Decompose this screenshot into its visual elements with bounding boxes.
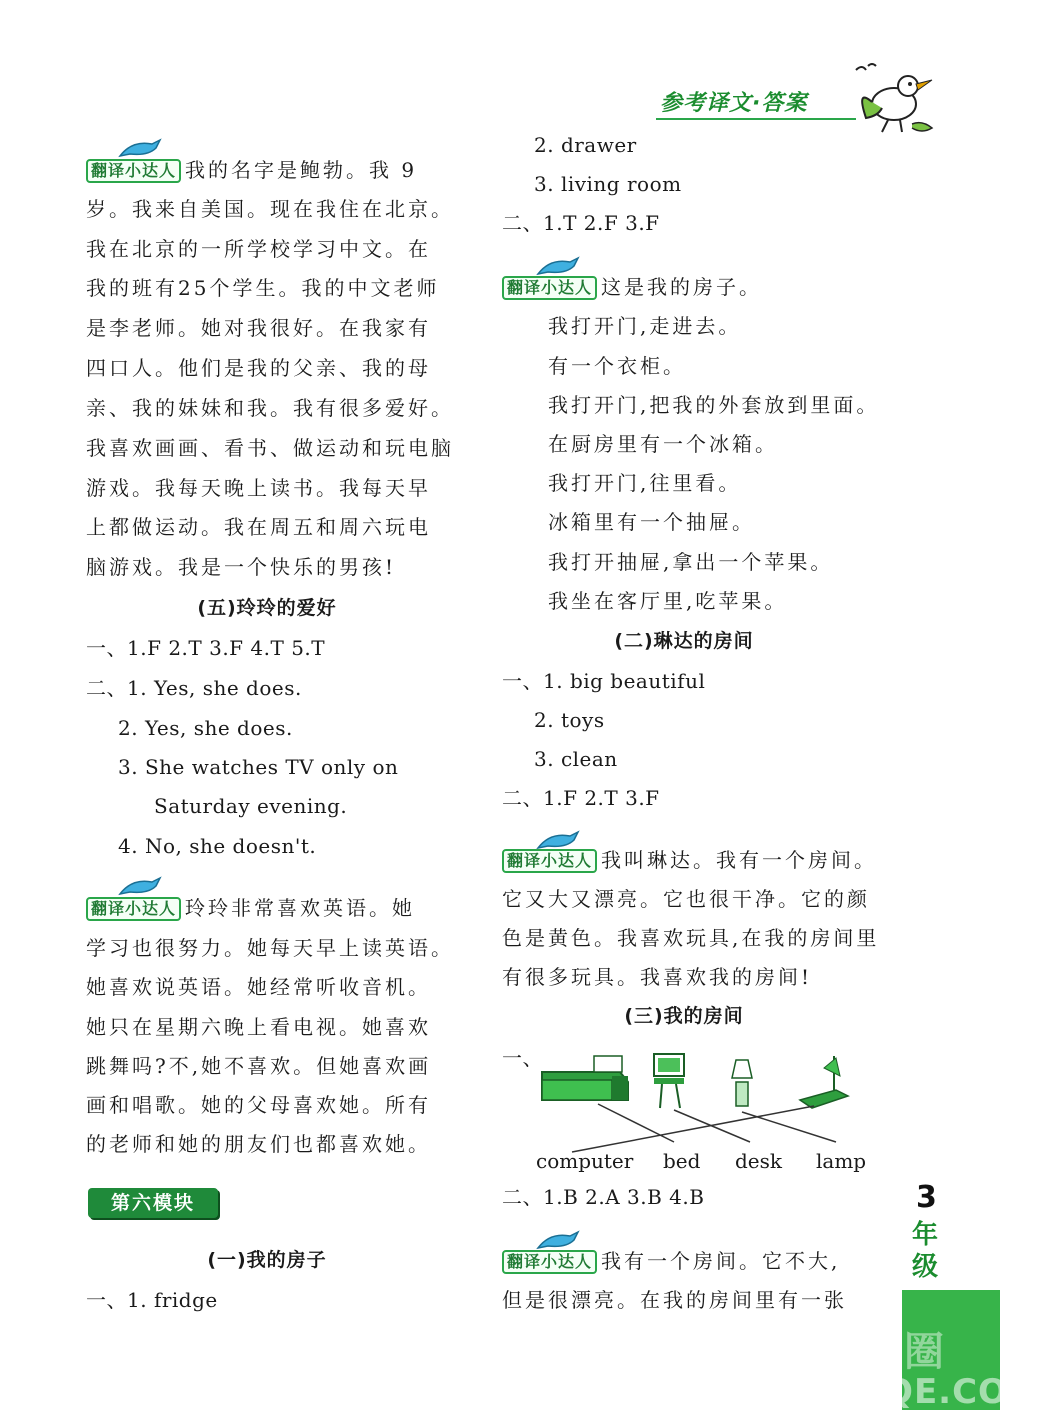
word-bed: bed (663, 1149, 701, 1173)
translation-paragraph-line: 学习也很努力。她每天早上读英语。 (86, 936, 454, 960)
bed-picture-icon (542, 1056, 628, 1100)
answer-line: 一、1.F 2.T 3.F 4.T 5.T (86, 636, 326, 660)
module-label: 第六模块 (88, 1188, 218, 1218)
translation-paragraph-line: 上都做运动。我在周五和周六玩电 (86, 515, 431, 539)
translation-badge: 翻译小达人 (86, 159, 181, 183)
grade-number: 3 (916, 1180, 937, 1215)
translation-paragraph-line: 但是很漂亮。在我的房间里有一张 (502, 1288, 847, 1312)
matching-label: 一、 (502, 1046, 543, 1070)
matching-lines (572, 1104, 836, 1152)
answer-line: 2. Yes, she does. (118, 716, 293, 740)
grade-word-2: 级 (912, 1252, 939, 1282)
translation-paragraph-line: 是李老师。她对我很好。在我家有 (86, 316, 431, 340)
answer-line: 3. living room (534, 172, 682, 196)
section-title: (二)琳达的房间 (614, 630, 754, 652)
dolphin-icon (118, 138, 162, 160)
word-desk: desk (735, 1149, 783, 1173)
answer-line: 3. She watches TV only on (118, 755, 399, 779)
translation-badge: 翻译小达人 (502, 1250, 597, 1274)
translation-paragraph-line: 我打开门,走进去。 (548, 314, 742, 338)
translation-paragraph-line: 她喜欢说英语。她经常听收音机。 (86, 975, 431, 999)
translation-paragraph-line: 我的班有25个学生。我的中文老师 (86, 276, 440, 300)
answer-line: 4. No, she doesn't. (118, 834, 317, 858)
header-underline (656, 118, 856, 120)
word-lamp: lamp (816, 1149, 867, 1173)
translation-paragraph-line: 它又大又漂亮。它也很干净。它的颜 (502, 887, 870, 911)
translation-paragraph-line: 岁。我来自美国。现在我住在北京。 (86, 197, 454, 221)
answer-line: Saturday evening. (154, 794, 348, 818)
answer-line: 二、1.F 2.T 3.F (502, 786, 660, 810)
section-title: (一)我的房子 (207, 1249, 327, 1271)
desk-picture-icon (800, 1056, 848, 1108)
translation-paragraph-line: 翻译小达人 我有一个房间。它不大, (502, 1249, 840, 1274)
translation-paragraph-line: 在厨房里有一个冰箱。 (548, 432, 778, 456)
translation-paragraph-line: 我坐在客厅里,吃苹果。 (548, 589, 788, 613)
translation-paragraph-line: 游戏。我每天晚上读书。我每天早 (86, 476, 431, 500)
translation-paragraph-line: 翻译小达人 这是我的房子。 (502, 275, 762, 300)
translation-paragraph-line: 我打开门,往里看。 (548, 471, 742, 495)
translation-paragraph-line: 翻译小达人 我的名字是鲍勃。我 9 (86, 158, 417, 183)
translation-paragraph-line: 有一个衣柜。 (548, 354, 686, 378)
answer-line: 3. clean (534, 747, 618, 771)
answer-line: 一、1. fridge (86, 1288, 218, 1312)
translation-paragraph-line: 亲、我的妹妹和我。我有很多爱好。 (86, 396, 454, 420)
watermark-logo: 答案圈 (820, 1329, 946, 1375)
page-header-title: 参考译文·答案 (660, 91, 808, 116)
word-computer: computer (536, 1149, 634, 1173)
translation-paragraph-line: 我打开门,把我的外套放到里面。 (548, 393, 880, 417)
translation-paragraph-line: 跳舞吗?不,她不喜欢。但她喜欢画 (86, 1054, 432, 1078)
grade-word-1: 年 (912, 1220, 939, 1250)
translation-badge: 翻译小达人 (502, 849, 597, 873)
translation-paragraph-line: 我喜欢画画、看书、做运动和玩电脑 (86, 436, 454, 460)
translation-paragraph-line: 画和唱歌。她的父母喜欢她。所有 (86, 1093, 431, 1117)
answer-line: 二、1.T 2.F 3.F (502, 211, 660, 235)
translation-badge: 翻译小达人 (86, 897, 181, 921)
answer-line: 一、1. big beautiful (502, 669, 706, 693)
translation-paragraph-line: 有很多玩具。我喜欢我的房间! (502, 965, 813, 989)
dolphin-icon (118, 876, 162, 898)
answer-line: 二、1.B 2.A 3.B 4.B (502, 1185, 705, 1209)
translation-paragraph-line: 四口人。他们是我的父亲、我的母 (86, 356, 431, 380)
computer-picture-icon (654, 1054, 684, 1108)
answer-line: 2. toys (534, 708, 605, 732)
translation-paragraph-line: 脑游戏。我是一个快乐的男孩! (86, 555, 397, 579)
lamp-picture-icon (732, 1060, 752, 1106)
section-title: (五)玲玲的爱好 (197, 597, 337, 619)
section-title: (三)我的房间 (624, 1005, 744, 1027)
translation-paragraph-line: 冰箱里有一个抽屉。 (548, 510, 755, 534)
answer-line: 二、1. Yes, she does. (86, 676, 302, 700)
translation-badge: 翻译小达人 (502, 276, 597, 300)
translation-paragraph-line: 的老师和她的朋友们也都喜欢她。 (86, 1132, 431, 1156)
answer-line: 2. drawer (534, 133, 637, 157)
room-items-matching-diagram (536, 1050, 866, 1140)
translation-paragraph-line: 我在北京的一所学校学习中文。在 (86, 237, 431, 261)
translation-paragraph-line: 我打开抽屉,拿出一个苹果。 (548, 550, 834, 574)
translation-paragraph-line: 色是黄色。我喜欢玩具,在我的房间里 (502, 926, 880, 950)
translation-paragraph-line: 翻译小达人 我叫琳达。我有一个房间。 (502, 848, 877, 873)
watermark-url: MXQE.COM (822, 1372, 1043, 1412)
bird-mascot-icon (852, 58, 938, 136)
translation-paragraph-line: 翻译小达人 玲玲非常喜欢英语。她 (86, 896, 415, 921)
translation-paragraph-line: 她只在星期六晚上看电视。她喜欢 (86, 1015, 431, 1039)
